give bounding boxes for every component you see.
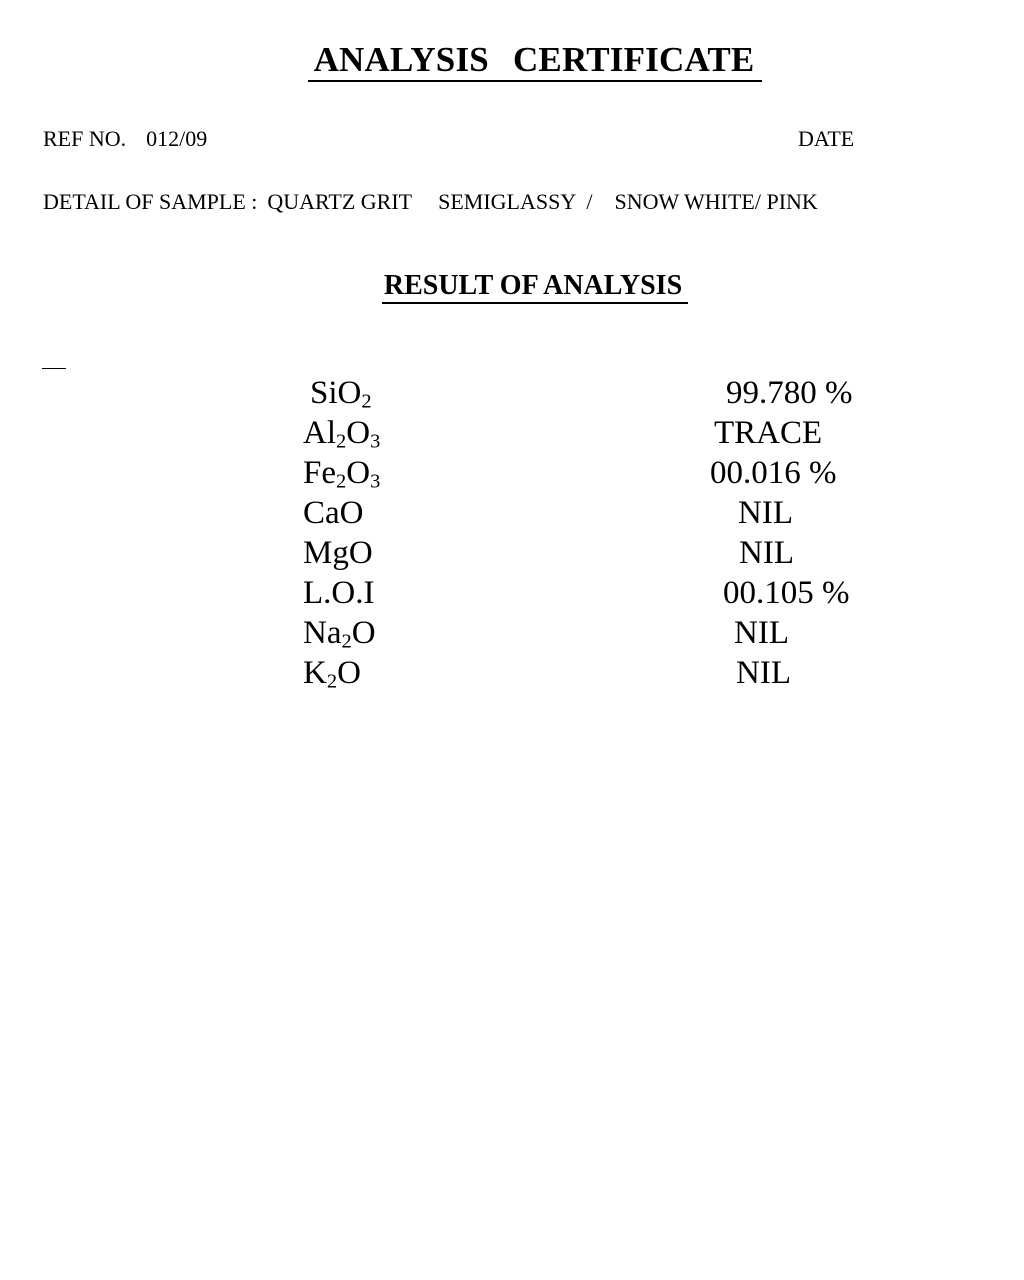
chem-formula: MgO [303, 535, 373, 571]
sample-color: SNOW WHITE/ PINK [614, 189, 818, 214]
sample-detail [43, 189, 818, 215]
chem-formula: SiO$_2$ [310, 375, 372, 413]
result-value: 00.016 % [710, 455, 837, 491]
results-table [0, 373, 1024, 693]
results-heading-text: RESULT OF ANALYSIS [382, 270, 688, 304]
result-row [0, 573, 1024, 613]
chem-formula: CaO [303, 495, 364, 531]
result-row [0, 453, 1024, 493]
sample-material: QUARTZ GRIT [267, 189, 413, 214]
result-value: NIL [739, 535, 794, 571]
chem-formula: $Na_2O$ [303, 615, 376, 653]
result-value: 99.780 % [726, 375, 853, 411]
ref-number [43, 126, 207, 152]
date-label: DATE [798, 126, 855, 151]
result-row [0, 373, 1024, 413]
chem-formula: $Fe_2O_3$ [303, 455, 381, 493]
title-word-certificate: CERTIFICATE [512, 40, 755, 79]
chem-formula: L.O.I [303, 575, 375, 611]
results-heading [0, 270, 1024, 302]
result-value: TRACE [714, 415, 823, 451]
ref-value: 012/09 [146, 126, 208, 151]
sample-detail-label: DETAIL OF SAMPLE : [43, 189, 258, 214]
sample-type: SEMIGLASSY / [438, 189, 593, 214]
result-row [0, 653, 1024, 693]
result-row [0, 493, 1024, 533]
chem-formula: $Al_2O_3$ [303, 415, 381, 453]
result-value: NIL [738, 495, 793, 531]
chem-formula: $K_2O$ [303, 655, 361, 693]
certificate-title [0, 40, 1024, 80]
dash-mark [42, 368, 66, 369]
ref-label: REF NO. [43, 126, 127, 151]
result-row [0, 613, 1024, 653]
result-value: NIL [734, 615, 789, 651]
result-value: 00.105 % [723, 575, 850, 611]
result-row [0, 413, 1024, 453]
title-word-analysis: ANALYSIS [313, 40, 489, 79]
result-row [0, 533, 1024, 573]
result-value: NIL [736, 655, 791, 691]
